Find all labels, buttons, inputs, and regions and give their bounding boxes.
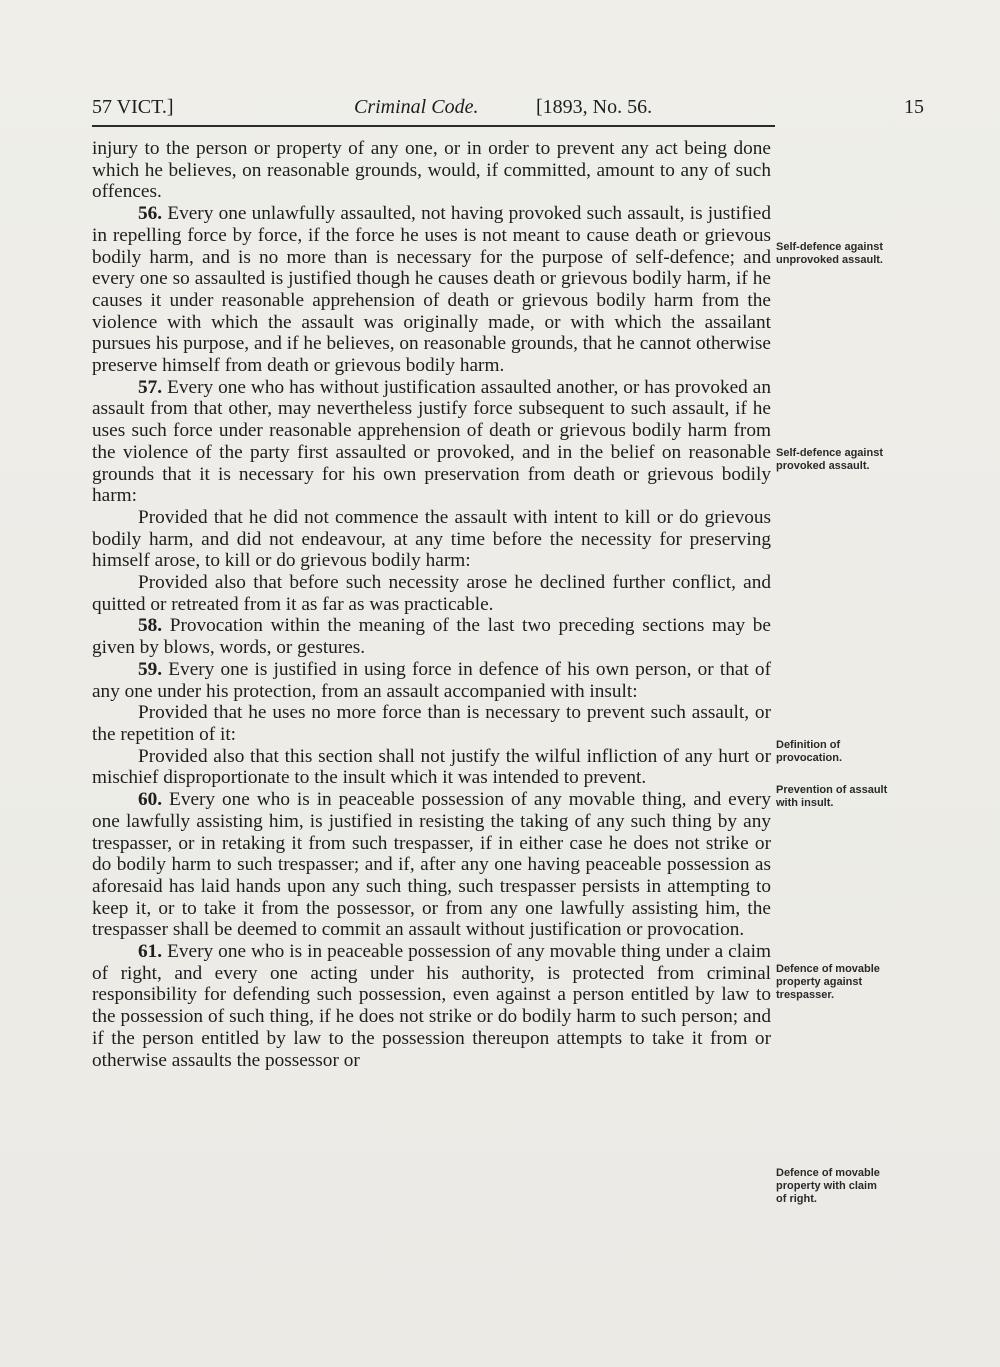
section-56 bbox=[92, 203, 771, 377]
section-number: 60. bbox=[138, 789, 163, 811]
proviso bbox=[92, 702, 771, 745]
margin-note-self-defence-provoked bbox=[776, 447, 926, 473]
proviso bbox=[92, 507, 771, 572]
section-61 bbox=[92, 941, 771, 1071]
section-number: 58. bbox=[138, 615, 163, 637]
note-line: trespasser. bbox=[776, 989, 835, 1001]
page-number: 15 bbox=[904, 96, 924, 118]
section-number: 59. bbox=[138, 658, 163, 680]
section-number: 56. bbox=[138, 203, 163, 225]
section-text: Every one who has without justification assaulted another, or has provoked an assault from that other, may nevertheless justify force subsequent to such assault, if he uses such force under reasonable apprehension of death or grievous bodily harm from the violence of the party first assaulted or provoked, and in the belief on reasonable grounds that it is necessary for his own preservation from death or grievous bodily harm: bbox=[92, 376, 771, 507]
paragraph-text: injury to the person or property of any one, or in order to prevent any act being done which he believes, on reasonable grounds, would, if committed, amount to any of such offences. bbox=[92, 138, 771, 203]
paragraph-continuation bbox=[92, 138, 771, 203]
note-line: provoked assault. bbox=[776, 460, 870, 472]
note-line: property with claim bbox=[776, 1180, 877, 1192]
section-text: Provocation within the meaning of the last two preceding sections may be given by blows, words, or gestures. bbox=[92, 615, 771, 659]
section-number: 61. bbox=[138, 941, 163, 963]
header-act-number: [1893, No. 56. bbox=[536, 96, 653, 118]
margin-note-prevention-assault bbox=[776, 784, 926, 810]
note-line: Self-defence against bbox=[776, 241, 883, 253]
proviso bbox=[92, 746, 771, 789]
body-text bbox=[92, 138, 771, 1071]
proviso-text: Provided that he did not commence the assault with intent to kill or do grievous bodily harm, and did not endeavour, at any time before the necessity for preserving himself arose, to kill or do grievous bodily harm: bbox=[92, 506, 771, 572]
section-number: 57. bbox=[138, 376, 163, 398]
proviso-text: Provided also that this section shall not justify the wilful infliction of any hurt or mischief disproportionate to the insult which it was intended to prevent. bbox=[92, 745, 771, 789]
margin-notes bbox=[776, 0, 926, 1367]
margin-note-definition-provocation bbox=[776, 739, 926, 765]
note-line: provocation. bbox=[776, 752, 843, 764]
section-text: Every one who is in peaceable possession of any movable thing under a claim of right, and every one acting under his authority, is protected from criminal responsibility for defending such possession, even against a person entitled by law to the possession of such thing, if he does not strike or do bodily harm to such person; and if the person entitled by law to the possession thereupon attempts to take it from or otherwise assaults the possessor or bbox=[92, 941, 771, 1071]
section-59 bbox=[92, 659, 771, 702]
note-line: of right. bbox=[776, 1193, 817, 1205]
note-line: Defence of movable bbox=[776, 963, 880, 975]
note-line: Defence of movable bbox=[776, 1167, 880, 1179]
margin-note-self-defence-unprovoked bbox=[776, 241, 926, 267]
section-57 bbox=[92, 377, 771, 507]
margin-note-movable-property-trespasser bbox=[776, 963, 926, 1002]
note-line: property against bbox=[776, 976, 863, 988]
note-line: with insult. bbox=[776, 797, 834, 809]
note-line: Self-defence against bbox=[776, 447, 883, 459]
note-line: Prevention of assault bbox=[776, 784, 888, 796]
proviso bbox=[92, 572, 771, 615]
header-rule bbox=[92, 125, 775, 127]
note-line: Definition of bbox=[776, 739, 841, 751]
header-regnal-year: 57 VICT.] bbox=[92, 96, 174, 118]
section-text: Every one unlawfully assaulted, not having provoked such assault, is justified in repelling force by force, if the force he uses is not meant to cause death or grievous bodily harm, and is no more than is necessary for the purpose of self-defence; and every one so assaulted is justified though he causes death or grievous bodily harm, if he causes it under reasonable apprehension of death or grievous bodily harm from the violence with which the assault was originally made, or with which the assailant pursues his purpose, and if he believes, on reasonable grounds, that he cannot otherwise preserve himself from death or grievous bodily harm. bbox=[92, 203, 771, 377]
section-text: Every one who is in peaceable possession of any movable thing, and every one lawfully assisting him, is justified in resisting the taking of any such thing by any trespasser, or in retaking it from such trespasser, if in either case he does not strike or do bodily harm to such trespasser; and if, after any one having peaceable possession as aforesaid has laid hands upon any such thing, such trespasser persists in attempting to keep it, or to take it from the possessor, or from any one lawfully assisting him, the trespasser shall be deemed to commit an assault without justification or provocation. bbox=[92, 789, 771, 941]
proviso-text: Provided also that before such necessity arose he declined further conflict, and quitted or retreated from it as far as was practicable. bbox=[92, 572, 771, 615]
section-58 bbox=[92, 615, 771, 658]
section-60 bbox=[92, 789, 771, 941]
section-text: Every one is justified in using force in defence of his own person, or that of any one under his protection, from an assault accompanied with insult: bbox=[92, 658, 771, 702]
note-line: unprovoked assault. bbox=[776, 254, 883, 266]
proviso-text: Provided that he uses no more force than is necessary to prevent such assault, or the repetition of it: bbox=[92, 702, 771, 745]
margin-note-movable-property-claim bbox=[776, 1167, 926, 1206]
header-title: Criminal Code. bbox=[354, 96, 479, 118]
